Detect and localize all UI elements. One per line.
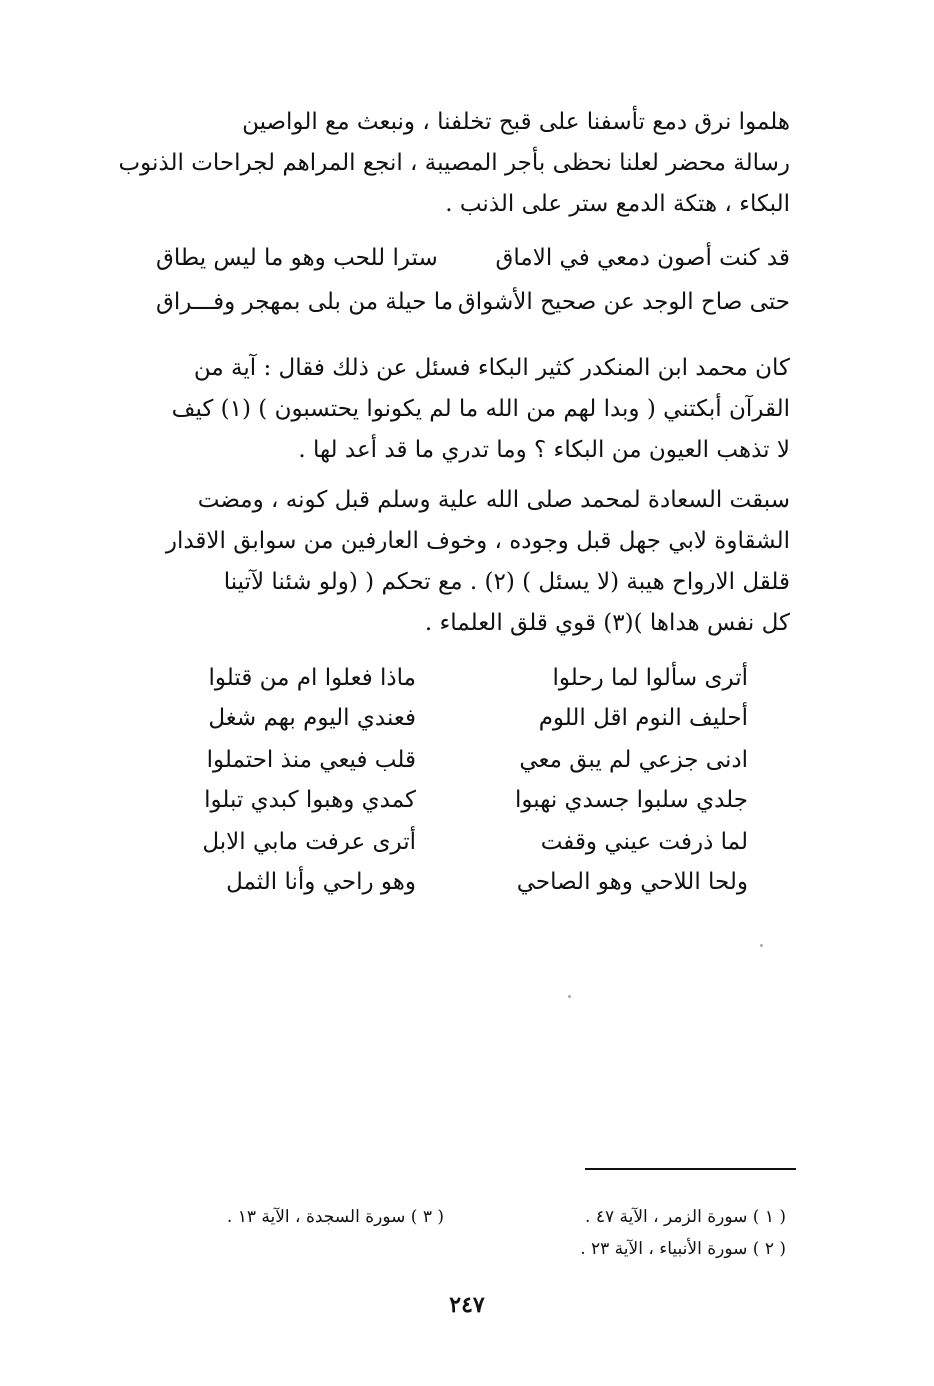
paragraph-line: كل نفس هداها )(٣) قوي قلق العلماء . — [424, 610, 790, 636]
poem-right-hemistich: ولحا اللاحي وهو الصاحي — [516, 869, 748, 895]
paragraph-2 — [156, 348, 790, 471]
poem-left-hemistich: وهو راحي وأنا الثمل — [226, 869, 416, 895]
paragraph-line: رسالة محضر لعلنا نحظى بأجر المصيبة ، انجع المراهم لجراحات الذنوب — [118, 150, 790, 176]
paragraph-1 — [118, 102, 790, 225]
poem-left-hemistich: فعندي اليوم بهم شغل — [208, 705, 416, 731]
page-number: ٢٤٧ — [449, 1292, 485, 1318]
verse-second-hemistich: ما حيلة من بلى بمهجر وفـــراق — [156, 289, 454, 315]
poem-left-hemistich: أترى عرفت مابي الابل — [202, 829, 416, 855]
verse-second-hemistich: سترا للحب وهو ما ليس يطاق — [156, 245, 438, 271]
footnote-1: ( ١ ) سورة الزمر ، الآية ٤٧ . — [585, 1207, 786, 1227]
verse-line — [156, 280, 790, 324]
footnote-3: ( ٣ ) سورة السجدة ، الآية ١٣ . — [226, 1207, 444, 1227]
paragraph-line: كان محمد ابن المنكدر كثير البكاء فسئل عن ذلك فقال : آية من — [193, 355, 790, 381]
footnote-separator — [585, 1168, 796, 1170]
paragraph-line: هلموا نرق دمع تأسفنا على قبح تخلفنا ، ونبعث مع الواصين — [242, 109, 790, 135]
poem-left-hemistich: قلب فيعي منذ احتملوا — [206, 747, 416, 773]
paragraph-line: البكاء ، هتكة الدمع ستر على الذنب . — [445, 191, 790, 217]
paragraph-line: سبقت السعادة لمحمد صلى الله علية وسلم قبل كونه ، ومضت — [197, 487, 790, 513]
poem-right-hemistich: جلدي سلبوا جسدي نهبوا — [515, 787, 748, 813]
verse-line — [156, 236, 790, 280]
poem-left-hemistich: كمدي وهبوا كبدي تبلوا — [204, 787, 416, 813]
print-speck — [760, 944, 763, 947]
paragraph-3 — [156, 480, 790, 644]
paragraph-line: قلقل الارواح هيبة (لا يسئل ) (٢) . مع تحكم ( (ولو شئنا لآتينا — [223, 569, 790, 595]
footnote-2: ( ٢ ) سورة الأنبياء ، الآية ٢٣ . — [580, 1239, 786, 1259]
paragraph-line: القرآن أبكتني ( وبدا لهم من الله ما لم يكونوا يحتسبون ) (١) كيف — [171, 396, 790, 422]
print-speck — [568, 995, 571, 998]
poem-left-hemistich: ماذا فعلوا ام من قتلوا — [208, 665, 416, 691]
paragraph-line: لا تذهب العيون من البكاء ؟ وما تدري ما قد أعد لها . — [298, 437, 790, 463]
verse-first-hemistich: قد كنت أصون دمعي في الاماق — [495, 245, 790, 271]
verse-first-hemistich: حتى صاح الوجد عن صحيح الأشواق — [457, 289, 790, 315]
poem-right-hemistich: ادنى جزعي لم يبق معي — [519, 747, 748, 773]
poem-right-hemistich: أترى سألوا لما رحلوا — [552, 665, 748, 691]
poem-right-hemistich: أحليف النوم اقل اللوم — [538, 705, 748, 731]
poem-right-hemistich: لما ذرفت عيني وقفت — [540, 829, 748, 855]
paragraph-line: الشقاوة لابي جهل قبل وجوده ، وخوف العارفين من سوابق الاقدار — [165, 528, 790, 554]
